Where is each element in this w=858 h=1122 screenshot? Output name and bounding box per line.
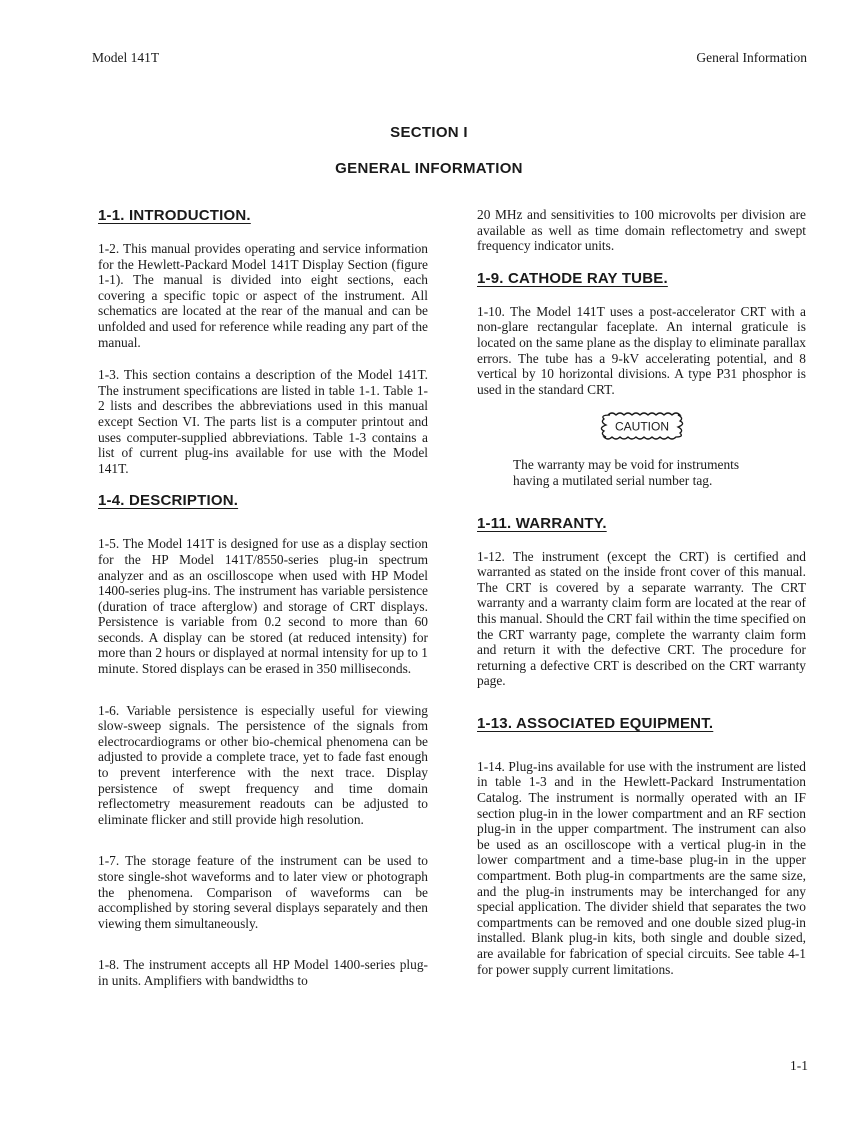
paragraph-1-2: 1-2. This manual provides operating and service information for the Hewlett-Packard Model 141T Display Section (figure 1-1). The manual is divided into eight sections, each covering a specific topic or aspect of the instrument. All schematics are located at the rear of the manual and can be unfolded and used for reference while reading any part of the manual. <box>98 241 428 350</box>
paragraph-1-10: 1-10. The Model 141T uses a post-accelerator CRT with a non-glare rectangular faceplate. An internal graticule is located on the same plane as the display to eliminate parallax errors. The tube has a 9-kV accelerating potential, and 8 vertical by 10 horizontal divisions. A type P31 phosphor is used in the standard CRT. <box>477 303 806 397</box>
paragraph-1-5: 1-5. The Model 141T is designed for use as a display section for the HP Model 141T/8550-series plug-in spectrum analyzer and as an oscilloscope when used with HP Model 1400-series plug-ins. The instrument has variable persistence (duration of trace afterglow) and storage of CRT displays. Persistence is variable from 0.2 second to more than 60 seconds. A display can be stored (at reduced intensity) for more than 2 hours or displayed at normal intensity for up to 1 minute. Stored displays can be erased in 350 milliseconds. <box>98 536 428 677</box>
heading-description: 1-4. DESCRIPTION. <box>98 492 239 510</box>
paragraph-1-12: 1-12. The instrument (except the CRT) is certified and warranted as stated on the inside front cover of this manual. The CRT is covered by a separate warranty. The CRT warranty and a warranty claim form are located at the rear of this manual. Should the CRT fail within the time specified on the CRT warranty page, complete the warranty claim form and return it with the defective CRT. The procedure for returning a defective CRT is described on the CRT warranty page. <box>477 548 806 689</box>
heading-associated-equipment: 1-13. ASSOCIATED EQUIPMENT. <box>477 714 714 732</box>
paragraph-1-3: 1-3. This section contains a description of the Model 141T. The instrument specifications are listed in table 1-1. Table 1-2 lists and describes the abbreviations used in this manual except Section VI. The parts list is a computer printout and uses computer-supplied abbreviations. Table 1-3 contains a list of current plug-ins available for use with the Model 141T. <box>98 367 428 476</box>
heading-cathode-ray-tube: 1-9. CATHODE RAY TUBE. <box>477 269 668 287</box>
section-subtitle: GENERAL INFORMATION <box>335 160 523 177</box>
paragraph-1-6: 1-6. Variable persistence is especially useful for viewing slow-sweep signals. The persistence of the signals from electrocardiograms or other bio-chemical phenomena can be adjusted to provide a complete trace, yet to fade fast enough to prevent interference with the next trace. Display persistence of swept frequency and time domain reflectometry measurement readouts can be adjusted to eliminate flicker and still provide high resolution. <box>98 702 428 827</box>
section-title: SECTION I <box>390 124 468 141</box>
header-model: Model 141T <box>92 50 160 65</box>
paragraph-1-8-continued: 20 MHz and sensitivities to 100 microvolts per division are available as well as time domain reflectometry and swept frequency indicator units. <box>477 207 806 254</box>
paragraph-1-14: 1-14. Plug-ins available for use with the instrument are listed in table 1-3 and in the Hewlett-Packard Instrumentation Catalog. The instrument is normally operated with an IF section plug-in in the lower compartment and an RF section plug-in in the upper compartment. The instrument can also be used as an oscilloscope with a vertical plug-in in the lower compartment and a time-base plug-in in the upper compartment. Both plug-in compartments are the same size, and the plug-in instruments may be interchanged for any special application. The divider shield that separates the two compartments can be removed and one double sized plug-in installed. Blank plug-in kits, both single and double sized, are available for fabrication of special circuits. See table 4-1 for power supply current limitations. <box>477 758 806 977</box>
heading-introduction: 1-1. INTRODUCTION. <box>98 207 251 224</box>
header-section-name: General Information <box>696 50 807 65</box>
caution-label: CAUTION <box>614 419 669 434</box>
left-column <box>98 207 428 989</box>
caution-text: The warranty may be void for instruments having a mutilated serial number tag. <box>513 457 740 488</box>
caution-badge <box>594 411 690 441</box>
page-number: 1-1 <box>790 1058 808 1073</box>
paragraph-1-8: 1-8. The instrument accepts all HP Model 1400-series plug-in units. Amplifiers with bandwidths to <box>98 957 428 988</box>
right-column <box>477 207 806 977</box>
paragraph-1-7: 1-7. The storage feature of the instrument can be used to store single-shot waveforms and to later view or photograph the phenomena. Comparison of waveforms can be accomplished by storing several displays separately and then viewing them simultaneously. <box>98 853 428 931</box>
heading-warranty: 1-11. WARRANTY. <box>477 514 607 532</box>
